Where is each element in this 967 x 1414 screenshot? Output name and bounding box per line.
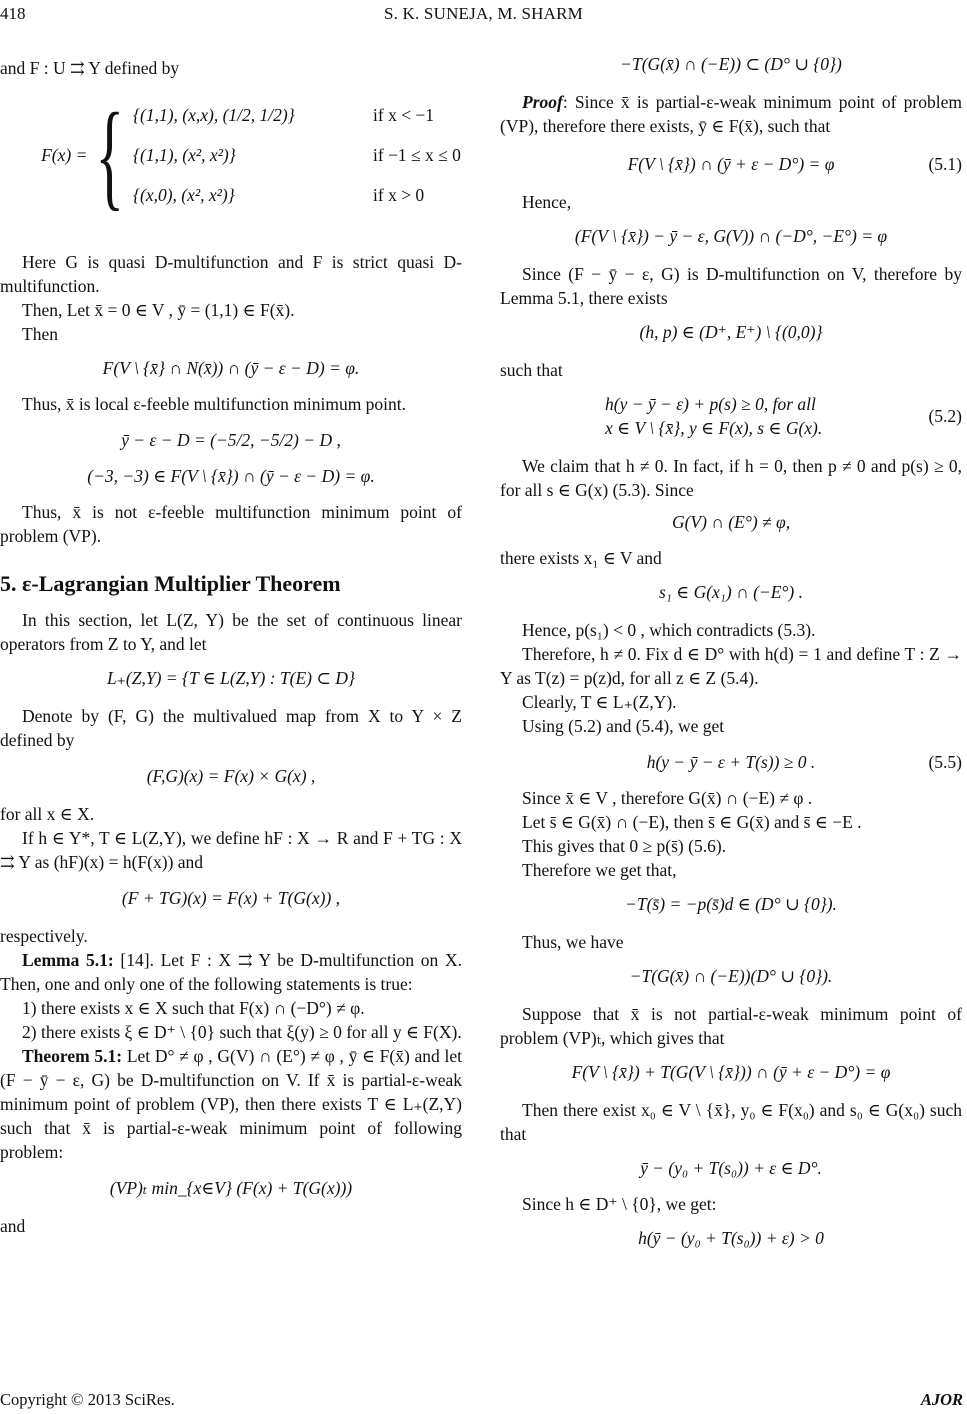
case-row: {(x,0), (x², x²)} if x > 0: [133, 185, 425, 205]
paragraph: Therefore we get that,: [522, 860, 677, 880]
equation: ȳ − (y₀ + T(s₀)) + ε ∈ D°.: [640, 1158, 822, 1178]
equation: s₁ ∈ G(x₁) ∩ (−E°) .: [658, 582, 804, 602]
paragraph: such that: [500, 360, 563, 380]
equation: F(V \ {x̄} ∩ N(x̄)) ∩ (ȳ − ε − D) = φ.: [102, 358, 360, 378]
equation: (F,G)(x) = F(x) × G(x) ,: [146, 766, 316, 786]
cases-list: [133, 95, 461, 215]
proof: Proof: Since x̄ is partial-ε-weak minimum point of problem (VP), therefore there exists, ȳ ∈ F(x̄), such that: [500, 92, 962, 136]
equation-block: h(y − ȳ − ε) + p(s) ≥ 0, for all x ∈ V \ {x̄}, y ∈ F(x), s ∈ G(x). (5.2): [605, 394, 962, 438]
theorem: Theorem 5.1: Let D° ≠ φ , G(V) ∩ (E°) ≠ φ , ȳ ∈ F(x̄) and let (F − ȳ − ε, G) be D-multifunction on V. If x̄ is partial-ε-weak minimum point of problem (VP), then there exists T ∈ L₊(Z,Y) such that x̄ is partial-ε-weak minimum point of following problem:: [0, 1046, 462, 1162]
paragraph: there exists x₁ ∈ V and: [500, 548, 662, 568]
paragraph: Then: [22, 324, 58, 344]
paragraph: for all x ∈ X.: [0, 804, 95, 824]
section-title: 5. ε-Lagrangian Multiplier Theorem: [0, 571, 341, 596]
paragraph: This gives that 0 ≥ p(s̄) (5.6).: [522, 836, 727, 856]
lemma-label: Lemma 5.1:: [22, 950, 114, 970]
paragraph: Suppose that x̄ is not partial-ε-weak minimum point of problem (VP)ₜ, which gives that: [500, 1004, 962, 1048]
paragraph: Using (5.2) and (5.4), we get: [522, 716, 725, 736]
paragraph: We claim that h ≠ 0. In fact, if h = 0, then p ≠ 0 and p(s) ≥ 0, for all s ∈ G(x) (5.3). Since: [500, 456, 962, 500]
page-number: 418: [0, 4, 26, 23]
equation: F(V \ {x̄}) + T(G(V \ {x̄})) ∩ (ȳ + ε − D°) = φ: [571, 1062, 891, 1082]
paragraph: respectively.: [0, 926, 88, 946]
paragraph: and: [0, 1216, 26, 1236]
left-brace-icon: {: [95, 88, 125, 221]
equation: (F(V \ {x̄}) − ȳ − ε, G(V)) ∩ (−D°, −E°) = φ: [574, 226, 888, 246]
paragraph: Then there exist x₀ ∈ V \ {x̄}, y₀ ∈ F(x₀) and s₀ ∈ G(x₀) such that: [500, 1100, 962, 1144]
paragraph: and F : U ⇉ Y defined by: [0, 58, 180, 78]
proof-label: Proof: [522, 92, 563, 112]
journal-name: AJOR: [920, 1390, 963, 1409]
paragraph: Since x̄ ∈ V , therefore G(x̄) ∩ (−E) ≠ φ .: [522, 788, 813, 808]
paragraph: Thus, we have: [522, 932, 624, 952]
equation-number: (5.2): [928, 406, 962, 426]
paragraph: Thus, x̄ is local ε-feeble multifunction minimum point.: [22, 394, 407, 414]
equation: ȳ − ε − D = (−5/2, −5/2) − D ,: [121, 430, 341, 450]
piecewise-equation: [40, 80, 462, 230]
paragraph: Denote by (F, G) the multivalued map from X to Y × Z defined by: [0, 706, 462, 750]
paragraph: Let s̄ ∈ G(x̄) ∩ (−E), then s̄ ∈ G(x̄) and s̄ ∈ −E .: [522, 812, 862, 832]
paragraph: Hence,: [522, 192, 572, 212]
paragraph: Clearly, T ∈ L₊(Z,Y).: [522, 692, 677, 712]
equation: −T(G(x̄) ∩ (−E)) ⊂ (D° ∪ {0}): [620, 54, 842, 74]
equation: (h, p) ∈ (D⁺, E⁺) \ {(0,0)}: [639, 322, 823, 342]
paragraph: If h ∈ Y*, T ∈ L(Z,Y), we define hF : X → R and F + TG : X ⇉ Y as (hF)(x) = h(F(x)) and: [0, 828, 462, 872]
paragraph: Thus, x̄ is not ε-feeble multifunction minimum point of problem (VP).: [0, 502, 462, 546]
equation: −T(s̄) = −p(s̄)d ∈ (D° ∪ {0}).: [625, 894, 837, 914]
case-row: {(1,1), (x², x²)} if −1 ≤ x ≤ 0: [133, 145, 461, 165]
right-column: [500, 50, 962, 1260]
paragraph: Since (F − ȳ − ε, G) is D-multifunction on V, therefore by Lemma 5.1, there exists: [500, 264, 962, 308]
equation: (−3, −3) ∈ F(V \ {x̄}) ∩ (ȳ − ε − D) = φ.: [87, 466, 375, 486]
page-header: [0, 2, 967, 26]
running-head: S. K. SUNEJA, M. SHARM: [384, 4, 583, 23]
paragraph: Then, Let x̄ = 0 ∈ V , ȳ = (1,1) ∈ F(x̄).: [22, 300, 295, 320]
paragraph: Here G is quasi D-multifunction and F is strict quasi D-multifunction.: [0, 252, 462, 296]
paragraph: Hence, p(s₁) < 0 , which contradicts (5.3).: [522, 620, 816, 640]
lemma-item: 1) there exists x ∈ X such that F(x) ∩ (−D°) ≠ φ.: [22, 998, 365, 1018]
theorem-label: Theorem 5.1:: [22, 1046, 123, 1066]
equation-number: (5.1): [928, 154, 962, 174]
equation: (F + TG)(x) = F(x) + T(G(x)) ,: [121, 888, 341, 908]
equation: h(y − ȳ − ε + T(s)) ≥ 0 . (5.5): [646, 752, 962, 772]
equation-lhs: F(x) =: [41, 145, 88, 165]
paragraph: Since h ∈ D⁺ \ {0}, we get:: [522, 1194, 717, 1214]
equation-number: (5.5): [928, 752, 962, 772]
paragraph: In this section, let L(Z, Y) be the set of continuous linear operators from Z to Y, and let: [0, 610, 462, 654]
copyright-notice: Copyright © 2013 SciRes.: [0, 1390, 175, 1409]
equation: (VP)ₜ min_{x∈V} (F(x) + T(G(x))): [109, 1178, 353, 1198]
lemma: Lemma 5.1: [14]. Let F : X ⇉ Y be D-multifunction on X. Then, one and only one of the following statements is true:: [0, 950, 462, 994]
page-footer: [0, 1388, 967, 1412]
equation: G(V) ∩ (E°) ≠ φ,: [671, 512, 791, 532]
equation: L₊(Z,Y) = {T ∈ L(Z,Y) : T(E) ⊂ D}: [106, 668, 356, 688]
lemma-item: 2) there exists ξ ∈ D⁺ \ {0} such that ξ(y) ≥ 0 for all y ∈ F(X).: [22, 1022, 462, 1042]
equation: h(ȳ − (y₀ + T(s₀)) + ε) > 0: [638, 1228, 824, 1248]
case-row: {(1,1), (x,x), (1/2, 1/2)} if x < −1: [133, 105, 435, 125]
equation: −T(G(x̄) ∩ (−E))(D° ∪ {0}).: [629, 966, 833, 986]
equation: F(V \ {x̄}) ∩ (ȳ + ε − D°) = φ (5.1): [627, 154, 962, 174]
paragraph: Therefore, h ≠ 0. Fix d ∈ D° with h(d) = 1 and define T : Z → Y as T(z) = p(z)d, for all z ∈ Z (5.4).: [500, 644, 962, 688]
left-column: [0, 50, 462, 1238]
